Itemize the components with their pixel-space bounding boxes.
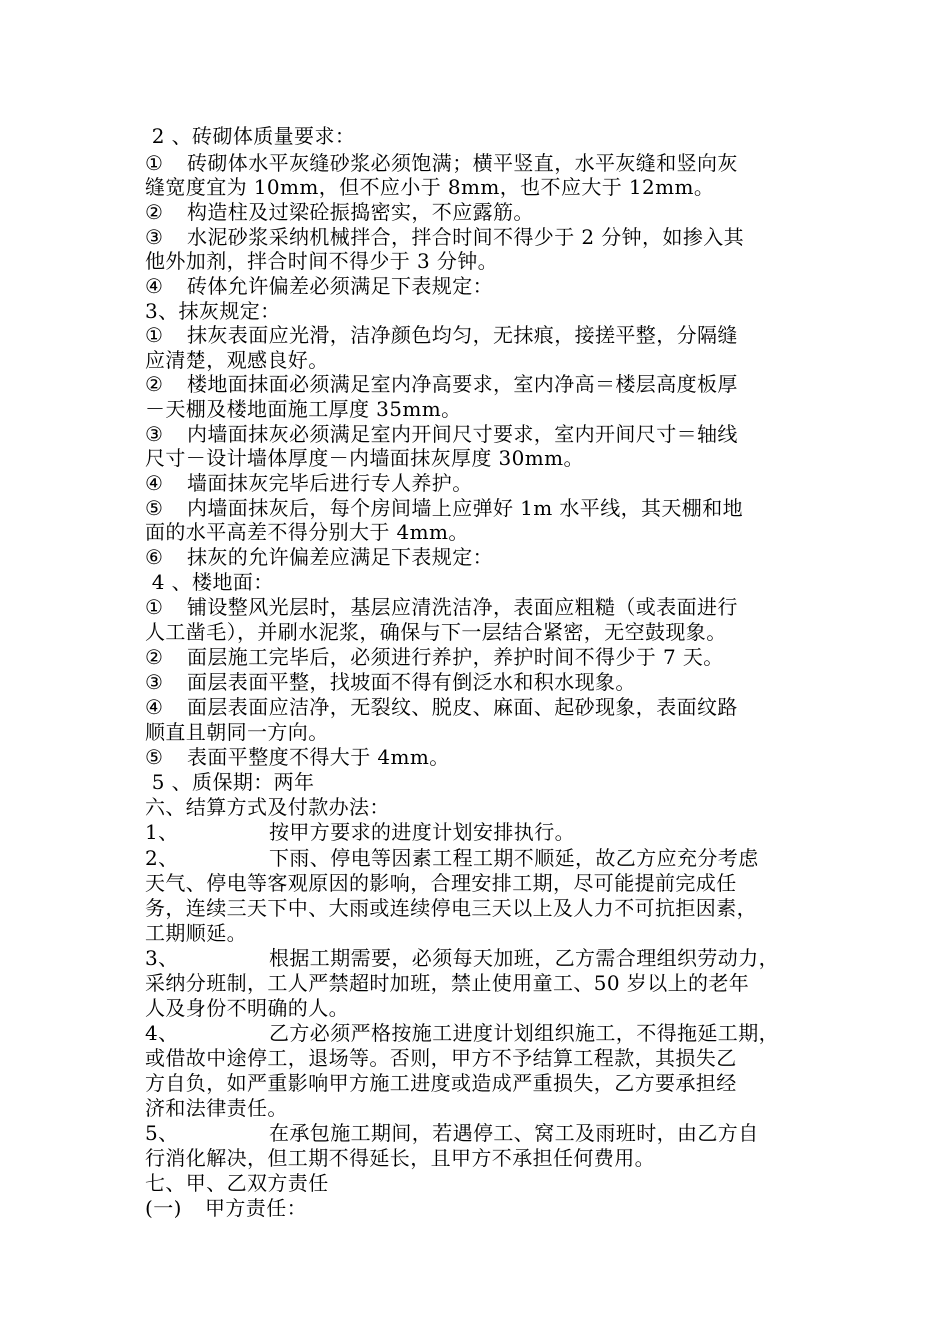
- line-text: 按甲方要求的进度计划安排执行。: [269, 820, 575, 844]
- line-number: ④: [145, 274, 164, 298]
- line-text: 砖砌体水平灰缝砂浆必须饱满；横平竖直，水平灰缝和竖向灰: [187, 151, 738, 175]
- line-text: 抹灰的允许偏差应满足下表规定：: [187, 545, 493, 569]
- line-text: 务，连续三天下中、大雨或连续停电三天以上及人力不可抗拒因素，: [145, 896, 757, 920]
- line-text: 面层表面应洁净，无裂纹、脱皮、麻面、起砂现象，表面纹路: [187, 695, 738, 719]
- text-line: [145, 1096, 288, 1120]
- text-line: [145, 496, 743, 520]
- line-text: 他外加剂，拌合时间不得少于 3 分钟。: [145, 249, 499, 273]
- line-text: 顺直且朝同一方向。: [145, 720, 329, 744]
- text-line: [145, 151, 738, 175]
- text-line: [145, 846, 759, 870]
- text-line: [145, 745, 450, 769]
- text-line: [145, 996, 349, 1020]
- line-text: 七、甲、乙双方责任: [145, 1171, 329, 1195]
- text-line: [145, 896, 757, 920]
- text-line: [145, 1046, 737, 1070]
- line-text: 人及身份不明确的人。: [145, 996, 349, 1020]
- line-number: 2、: [145, 846, 179, 870]
- line-text: 根据工期需要，必须每天加班，乙方需合理组织劳动力，: [269, 946, 779, 970]
- text-line: [145, 520, 469, 544]
- line-text: 工期顺延。: [145, 921, 247, 945]
- text-line: [145, 921, 247, 945]
- text-line: [145, 795, 390, 819]
- line-number: ⑤: [145, 745, 164, 769]
- line-number: ③: [145, 670, 164, 694]
- line-number: ①: [145, 323, 164, 347]
- line-text: 砖体允许偏差必须满足下表规定：: [187, 274, 493, 298]
- line-number: 3、: [145, 946, 179, 970]
- text-line: [145, 372, 738, 396]
- text-line: [145, 946, 779, 970]
- text-line: [145, 545, 493, 569]
- line-text: 3、抹灰规定：: [145, 299, 281, 323]
- line-text: －天棚及楼地面施工厚度 35mm。: [145, 397, 462, 421]
- line-text: 2 、砖砌体质量要求：: [145, 124, 356, 148]
- line-text: 在承包施工期间，若遇停工、窝工及雨班时，由乙方自: [269, 1121, 759, 1145]
- text-line: [145, 471, 473, 495]
- line-number: ④: [145, 471, 164, 495]
- line-text: 应清楚，观感良好。: [145, 348, 329, 372]
- line-number: ②: [145, 200, 164, 224]
- line-text: 墙面抹灰完毕后进行专人养护。: [187, 471, 473, 495]
- text-line: [145, 299, 281, 323]
- line-number: ③: [145, 225, 164, 249]
- text-line: [145, 695, 738, 719]
- line-text: 内墙面抹灰后，每个房间墙上应弹好 1m 水平线，其天棚和地: [187, 496, 744, 520]
- text-line: [145, 397, 462, 421]
- text-line: [145, 422, 738, 446]
- line-text: 面层施工完毕后，必须进行养护，养护时间不得少于 7 天。: [187, 645, 724, 669]
- line-number: ②: [145, 372, 164, 396]
- line-number: 4、: [145, 1021, 179, 1045]
- line-number: ①: [145, 595, 164, 619]
- line-text: 下雨、停电等因素工程工期不顺延，故乙方应充分考虑: [269, 846, 759, 870]
- line-text: 天气、停电等客观原因的影响，合理安排工期，尽可能提前完成任: [145, 871, 737, 895]
- text-line: [145, 570, 274, 594]
- line-text: 水泥砂浆采纳机械拌合，拌合时间不得少于 2 分钟，如掺入其: [187, 225, 745, 249]
- line-text: 人工凿毛），并刷水泥浆，确保与下一层结合紧密，无空鼓现象。: [145, 620, 727, 644]
- line-text: 抹灰表面应光滑，洁净颜色均匀，无抹痕，接搓平整，分隔缝: [187, 323, 738, 347]
- line-text: 缝宽度宜为 10mm，但不应小于 8mm，也不应大于 12mm。: [145, 175, 715, 199]
- text-line: [145, 175, 714, 199]
- line-text: 铺设整风光层时，基层应清洗洁净，表面应粗糙（或表面进行: [187, 595, 738, 619]
- line-text: 楼地面抹面必须满足室内净高要求，室内净高＝楼层高度板厚: [187, 372, 738, 396]
- text-line: [145, 971, 749, 995]
- line-text: 面层表面平整，找坡面不得有倒泛水和积水现象。: [187, 670, 636, 694]
- text-line: [145, 670, 636, 694]
- line-text: 方自负，如严重影响甲方施工进度或造成严重损失，乙方要承担经: [145, 1071, 737, 1095]
- line-text: 4 、楼地面：: [145, 570, 274, 594]
- text-line: [145, 1121, 759, 1145]
- text-line: [145, 871, 737, 895]
- text-line: [145, 274, 493, 298]
- text-line: [145, 645, 724, 669]
- line-text: 面的水平高差不得分别大于 4mm。: [145, 520, 469, 544]
- text-line: [145, 348, 329, 372]
- line-number: ⑤: [145, 496, 164, 520]
- text-line: [145, 1196, 307, 1220]
- line-text: 六、结算方式及付款办法：: [145, 795, 390, 819]
- text-line: [145, 1071, 737, 1095]
- line-text: 尺寸－设计墙体厚度－内墙面抹灰厚度 30mm。: [145, 446, 584, 470]
- text-line: [145, 249, 498, 273]
- line-text: 乙方必须严格按施工进度计划组织施工，不得拖延工期，: [269, 1021, 779, 1045]
- text-line: [145, 720, 329, 744]
- text-line: [145, 770, 314, 794]
- line-number: ①: [145, 151, 164, 175]
- line-text: 5 、质保期：两年: [145, 770, 315, 794]
- text-line: [145, 200, 534, 224]
- line-text: 济和法律责任。: [145, 1096, 288, 1120]
- text-line: [145, 323, 738, 347]
- text-line: [145, 1146, 655, 1170]
- text-line: [145, 595, 738, 619]
- text-line: [145, 124, 355, 148]
- line-number: 1、: [145, 820, 179, 844]
- line-text: 表面平整度不得大于 4mm。: [187, 745, 450, 769]
- line-number: (一): [145, 1196, 182, 1220]
- line-text: 采纳分班制，工人严禁超时加班，禁止使用童工、50 岁以上的老年: [145, 971, 750, 995]
- line-text: 构造柱及过梁砼振捣密实，不应露筋。: [187, 200, 534, 224]
- text-line: [145, 1171, 329, 1195]
- text-line: [145, 820, 575, 844]
- text-line: [145, 225, 744, 249]
- line-number: 5、: [145, 1121, 179, 1145]
- line-text: 行消化解决，但工期不得延长，且甲方不承担任何费用。: [145, 1146, 655, 1170]
- line-text: 甲方责任：: [205, 1196, 307, 1220]
- text-line: [145, 620, 727, 644]
- line-number: ②: [145, 645, 164, 669]
- text-line: [145, 446, 584, 470]
- line-number: ⑥: [145, 545, 164, 569]
- line-number: ④: [145, 695, 164, 719]
- line-text: 内墙面抹灰必须满足室内开间尺寸要求，室内开间尺寸＝轴线: [187, 422, 738, 446]
- text-line: [145, 1021, 779, 1045]
- line-number: ③: [145, 422, 164, 446]
- line-text: 或借故中途停工，退场等。否则，甲方不予结算工程款，其损失乙: [145, 1046, 737, 1070]
